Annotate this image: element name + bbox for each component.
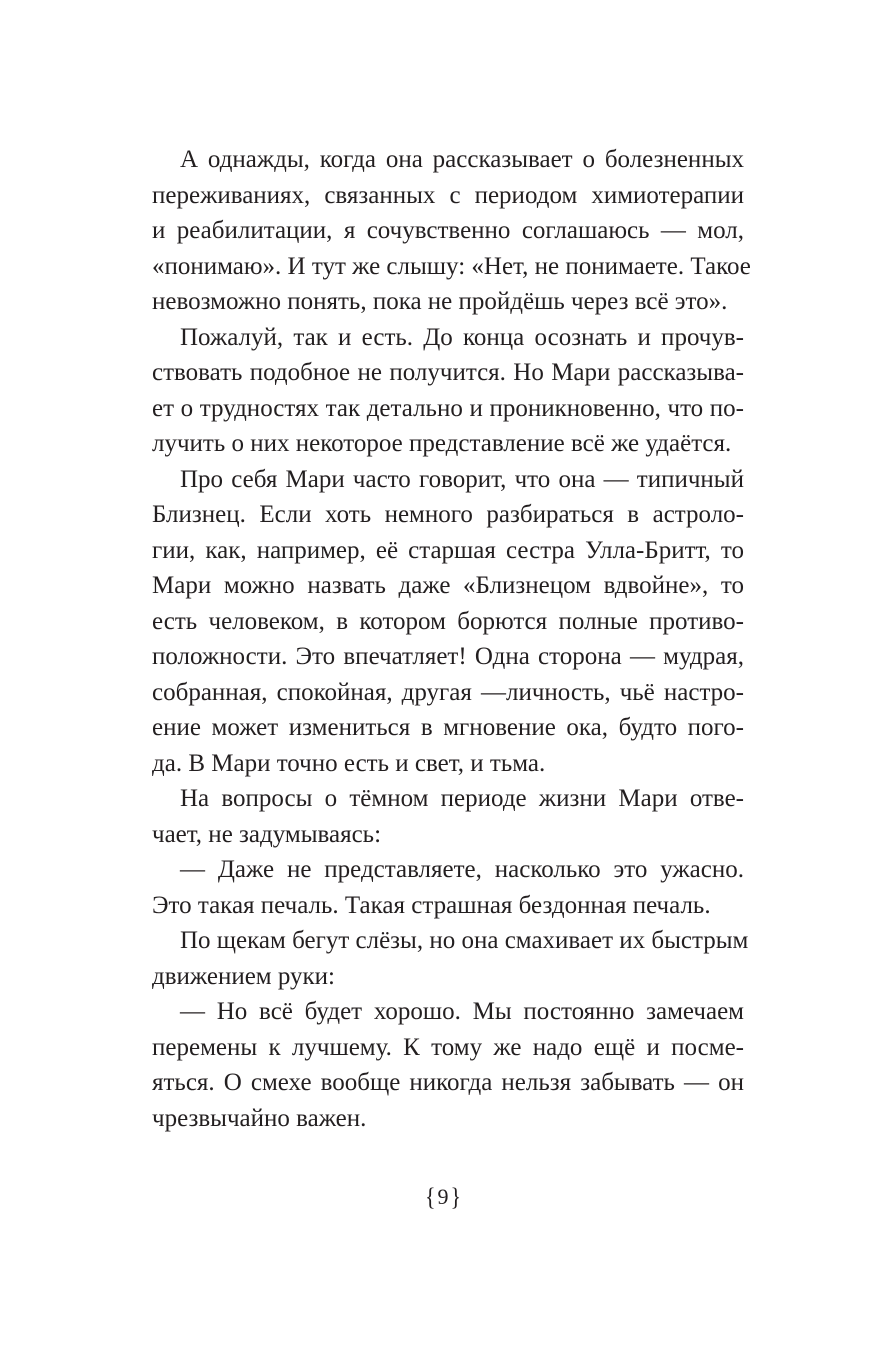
text-line: — Даже не представляете, насколько это ужасно. [180, 856, 744, 883]
paragraph [152, 142, 751, 320]
text-line: По щекам бегут слёзы, но она смахивает их быстрым [180, 927, 749, 954]
text-line: Близнец. Если хоть немного разбираться в астроло- [152, 501, 744, 528]
text-line: «понимаю». И тут же слышу: «Нет, не понимаете. Такое [152, 252, 751, 280]
text-line: есть человеком, в котором борются полные противо- [152, 607, 744, 635]
page-number-value: 9 [437, 1184, 449, 1209]
text-line: перемены к лучшему. К тому же надо ещё и посме- [152, 1033, 744, 1061]
page-number-open-bracket: { [424, 1182, 436, 1211]
paragraph [152, 923, 749, 994]
text-line: и реабилитации, я сочувственно соглашаюсь — мол, [152, 217, 744, 244]
text-line: ствовать подобное не получится. Но Мари рассказыва- [152, 359, 744, 386]
paragraph [152, 462, 744, 782]
page-number-close-bracket: } [450, 1182, 462, 1211]
text-line: да. В Мари точно есть и свет, и тьма. [152, 749, 546, 777]
text-line: движением руки: [152, 962, 336, 990]
text-line: положности. Это впечатляет! Одна сторона — мудрая, [152, 643, 744, 670]
text-line: ет о трудностях так детально и проникновенно, что по- [152, 394, 744, 422]
text-line: Пожалуй, так и есть. До конца осознать и прочув- [180, 323, 744, 351]
paragraph [152, 320, 744, 462]
text-line: ение может измениться в мгновение ока, будто пого- [152, 714, 744, 741]
paragraph [152, 852, 744, 923]
page-number [0, 1182, 886, 1212]
text-line: яться. О смехе вообще никогда нельзя забывать — он [152, 1069, 744, 1096]
text-line: переживаниях, связанных с периодом химиотерапии [152, 181, 744, 209]
text-line: А однажды, когда она рассказывает о болезненных [180, 146, 744, 173]
text-line: Мари можно назвать даже «Близнецом вдвойне», то [152, 572, 744, 599]
text-line: гии, как, например, её старшая сестра Улла-Бритт, то [152, 536, 744, 564]
text-line: — Но всё будет хорошо. Мы постоянно замечаем [180, 998, 744, 1025]
paragraph [152, 781, 744, 852]
body-text [152, 142, 751, 1136]
text-line: собранная, спокойная, другая —личность, чьё настро- [152, 678, 744, 706]
text-line: чрезвычайно важен. [152, 1104, 367, 1132]
text-line: чает, не задумываясь: [152, 820, 382, 848]
text-line: Это такая печаль. Такая страшная бездонная печаль. [152, 891, 711, 919]
text-line: Про себя Мари часто говорит, что она — типичный [180, 465, 744, 493]
text-line: невозможно понять, пока не пройдёшь через всё это». [152, 288, 728, 315]
text-line: лучить о них некоторое представление всё же удаётся. [152, 430, 732, 457]
paragraph [152, 994, 744, 1136]
text-line: На вопросы о тёмном периоде жизни Мари отве- [180, 785, 744, 812]
